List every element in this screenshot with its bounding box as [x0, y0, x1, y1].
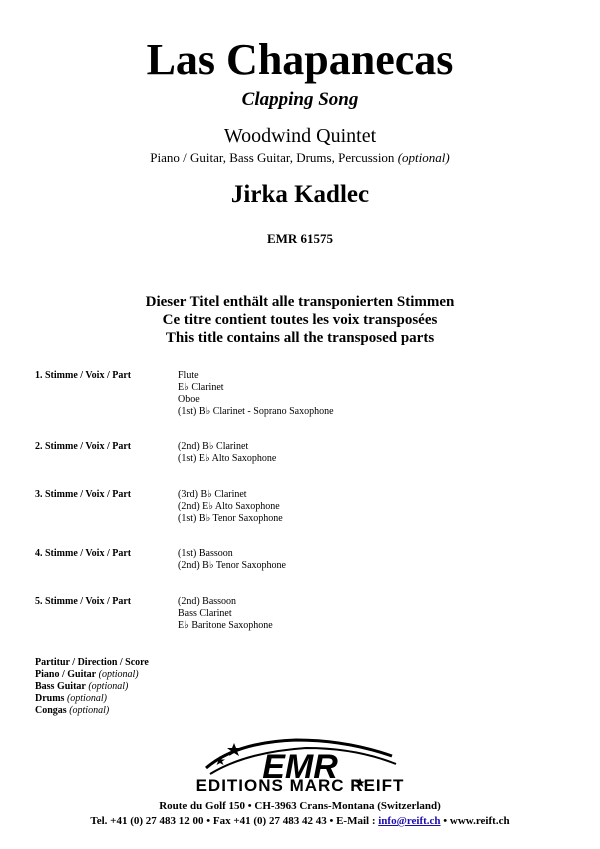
- instrument-item: (1st) B♭ Clarinet - Soprano Saxophone: [178, 406, 334, 417]
- notice-line-fr: Ce titre contient toutes les voix transposées: [162, 312, 438, 328]
- website-link[interactable]: www.reift.ch: [449, 815, 510, 827]
- subtitle: Clapping Song: [241, 89, 359, 110]
- part-label: 2. Stimme / Voix / Part: [35, 441, 132, 452]
- instruments-optional: (optional): [397, 150, 450, 165]
- email-link[interactable]: info@reift.ch: [378, 815, 441, 827]
- instrument-item: E♭ Clarinet: [178, 382, 224, 393]
- part-label: 1. Stimme / Voix / Part: [35, 370, 132, 381]
- instrument-item: E♭ Baritone Saxophone: [178, 620, 273, 631]
- ensemble: Woodwind Quintet: [223, 125, 377, 147]
- phone: Tel. +41 (0) 27 483 12 00: [90, 815, 204, 827]
- instrument-item: Oboe: [178, 394, 200, 405]
- instruments-main: Piano / Guitar, Bass Guitar, Drums, Percussion: [150, 150, 395, 165]
- instrument-item: (3rd) B♭ Clarinet: [178, 489, 247, 500]
- instrument-item: Flute: [178, 370, 199, 381]
- score-item: Congas (optional): [35, 705, 110, 716]
- part-instruments: [178, 441, 276, 465]
- logo-text: EMR: [262, 748, 338, 786]
- email-label: E-Mail :: [336, 815, 376, 827]
- instrument-item: (2nd) B♭ Clarinet: [178, 441, 249, 452]
- instrument-item: (1st) E♭ Alto Saxophone: [178, 453, 277, 464]
- catalog-number: EMR 61575: [266, 231, 334, 246]
- part-instruments: [178, 370, 334, 418]
- instrument-item: (1st) B♭ Tenor Saxophone: [178, 513, 283, 524]
- notice-line-en: This title contains all the transposed parts: [165, 330, 435, 346]
- transposition-notice: [0, 293, 600, 347]
- score-item: Piano / Guitar (optional): [35, 669, 139, 680]
- publisher-contact: Tel. +41 (0) 27 483 12 00 • Fax +41 (0) 27 483 42 43 • E-Mail : info@reift.ch • www.reift.ch: [90, 815, 510, 827]
- instrument-item: Bass Clarinet: [178, 608, 232, 619]
- instrument-item: (1st) Bassoon: [178, 548, 233, 559]
- notice-line-de: Dieser Titel enthält alle transponierten Stimmen: [145, 294, 455, 310]
- part-label: 3. Stimme / Voix / Part: [35, 489, 132, 500]
- part-instruments: [178, 548, 286, 572]
- composer: Jirka Kadlec: [230, 181, 370, 208]
- part-instruments: [178, 489, 283, 525]
- part-label: 5. Stimme / Voix / Part: [35, 596, 132, 607]
- fax: Fax +41 (0) 27 483 42 43: [212, 815, 327, 827]
- instrument-item: (2nd) Bassoon: [178, 596, 237, 607]
- score-item: Drums (optional): [35, 693, 107, 704]
- part-label: 4. Stimme / Voix / Part: [35, 548, 132, 559]
- publisher-address: Route du Golf 150 • CH-3963 Crans-Montana (Switzerland): [159, 800, 441, 812]
- score-list: [35, 657, 149, 717]
- score-item: Bass Guitar (optional): [35, 681, 129, 692]
- page-title: Las Chapanecas: [146, 35, 454, 84]
- publisher-name: EDITIONS MARC REIFT: [195, 776, 405, 795]
- score-item: Partitur / Direction / Score: [35, 657, 149, 668]
- instrument-item: (2nd) E♭ Alto Saxophone: [178, 501, 280, 512]
- part-instruments: [178, 596, 273, 632]
- instrument-item: (2nd) B♭ Tenor Saxophone: [178, 560, 286, 571]
- accompaniment-instruments: [0, 150, 600, 166]
